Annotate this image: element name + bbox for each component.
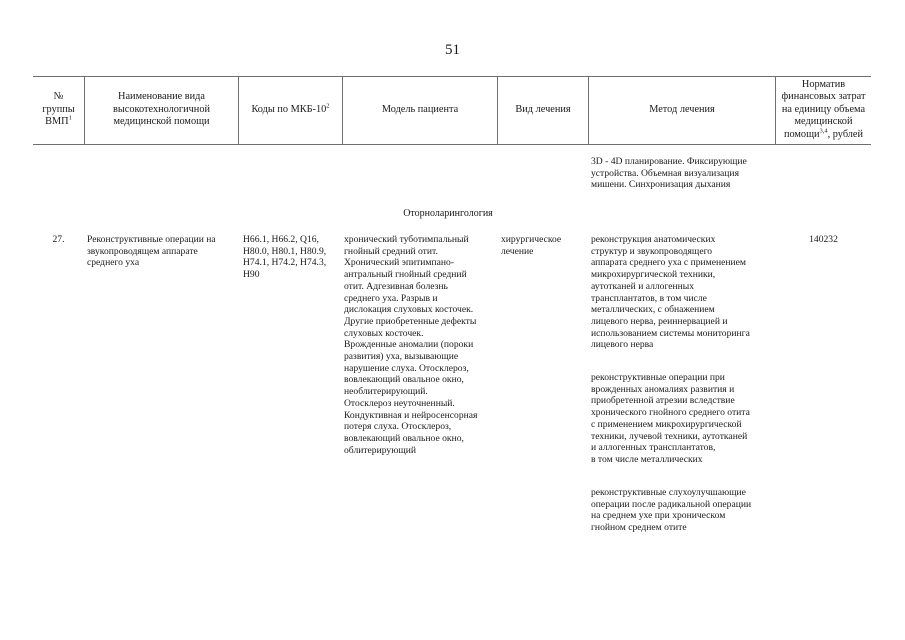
row-method-1: реконструкция анатомических структур и звукопроводящего аппарата среднего уха с применением микрохирургической техники, аутотканей и аллогенных трансплантатов, в том числе металлических, с обнажением лицевого нерва, реиннервацией и использованием системы мониторинга лицевого нерва — [591, 234, 750, 351]
row-method-3: реконструктивные слухоулучшающие операции после радикальной операции на среднем ухе при хроническом гнойном среднем отите — [591, 487, 752, 534]
row-patient-model: хронический туботимпальный гнойный средний отит. Хронический эпитимпано- антральный гнойный средний отит. Адгезивная болезнь среднего уха. Разрыв и дислокация слуховых косточек. Другие приобретенные дефекты слуховых косточек. Врожденные аномалии (пороки развития) уха, вызывающие нарушение слуха. Отосклероз, вовлекающий овальное окно, необлитерирующий. Отосклероз неуточненный. Кондуктивная и нейросенсорная потеря слуха. Отосклероз, вовлекающий овальное окно, облитерирующий — [344, 234, 478, 456]
row-treatment-type: хирургическое лечение — [501, 234, 562, 257]
section-title: Оторноларингология — [403, 208, 493, 219]
page-number: 51 — [445, 42, 460, 58]
row-cost: 140232 — [809, 234, 838, 245]
row-icd-codes: H66.1, H66.2, Q16, H80.0, H80.1, H80.9, H74.1, H74.2, H74.3, H90 — [243, 234, 327, 281]
row-method-2: реконструктивные операции при врожденных аномалиях развития и приобретенной атрезии вследствие хронического гнойного среднего отита с применением микрохирургической техники, лучевой техники, аутотканей и аллогенных трансплантатов, в том числе металлических — [591, 372, 750, 465]
row-group-number: 27. — [52, 234, 65, 245]
header-treatment-method: Метод лечения — [649, 103, 715, 115]
header-cost-standard: Норматив финансовых затрат на единицу объема медицинской помощи$^{3,4}$, рублей — [781, 78, 866, 140]
header-icd-codes: Коды по МКБ-$10^2$ — [251, 102, 330, 115]
continuation-text: 3D - 4D планирование. Фиксирующие устройства. Объемная визуализация мишени. Синхронизация дыхания — [591, 156, 747, 191]
header-group-number: № группы ВМП$^1$ — [42, 91, 75, 128]
row-care-type: Реконструктивные операции на звукопроводящем аппарате среднего уха — [87, 234, 216, 269]
header-patient-model: Модель пациента — [381, 103, 459, 115]
header-bottom-border — [33, 144, 871, 145]
header-treatment-type: Вид лечения — [515, 103, 571, 115]
header-care-type: Наименование вида высокотехнологичной медицинской помощи — [113, 91, 210, 128]
